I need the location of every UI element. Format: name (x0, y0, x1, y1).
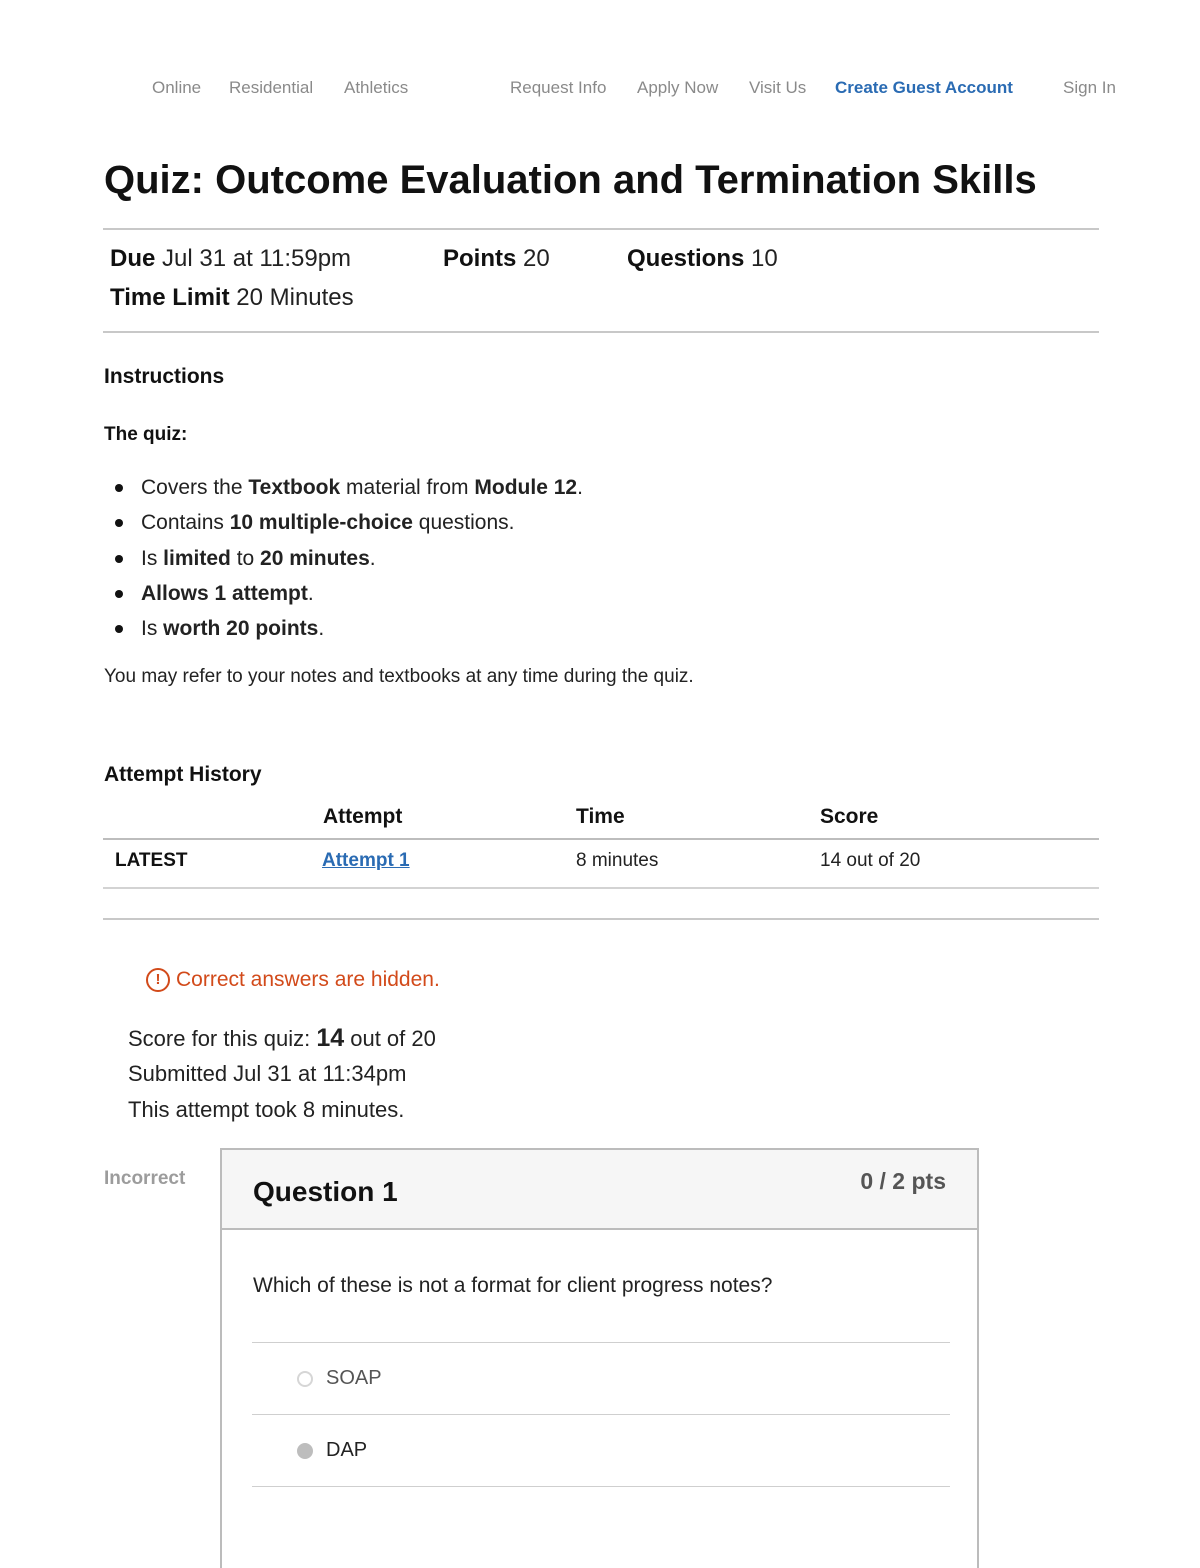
nav-online[interactable]: Online (152, 78, 202, 97)
nav-apply-now[interactable]: Apply Now (637, 78, 719, 97)
attempt-1-link[interactable]: Attempt 1 (322, 850, 410, 871)
due-value: Jul 31 at 11:59pm (162, 245, 352, 272)
answer-divider (252, 1342, 950, 1343)
answer-label: DAP (326, 1439, 368, 1461)
score-value: 14 (316, 1024, 345, 1052)
radio-button[interactable] (297, 1371, 313, 1387)
nav-visit-us[interactable]: Visit Us (749, 78, 807, 97)
time-limit (110, 284, 354, 312)
nav-residential[interactable]: Residential (229, 78, 314, 97)
instruction-item (104, 613, 583, 648)
attempt-score: 14 out of 20 (820, 850, 921, 871)
quiz-score (128, 1024, 436, 1053)
bold-text: worth 20 points (163, 617, 319, 641)
column-header-score: Score (820, 805, 879, 828)
instruction-item (104, 578, 583, 613)
table-row-divider (103, 887, 1099, 889)
answers-hidden-alert (146, 968, 440, 992)
bold-text: 20 minutes (260, 546, 370, 570)
bold-text: Textbook (248, 476, 341, 499)
text: questions. (412, 511, 515, 535)
bold-text: Module 12 (474, 476, 578, 499)
bold-text: limited (163, 546, 231, 570)
question-card (220, 1148, 979, 1568)
instructions-list (104, 472, 583, 648)
answer-divider (252, 1414, 950, 1415)
text: material from (340, 476, 475, 499)
question-header (222, 1150, 977, 1230)
text: to (230, 546, 261, 570)
points-label: Points (443, 245, 517, 272)
points (443, 245, 550, 273)
attempt-history-heading: Attempt History (104, 763, 262, 786)
nav-athletics[interactable]: Athletics (344, 78, 409, 97)
column-header-time: Time (576, 805, 625, 828)
answer-option-soap[interactable] (297, 1367, 382, 1390)
questions-value: 10 (751, 245, 778, 272)
nav-sign-in[interactable]: Sign In (1063, 78, 1116, 97)
attempt-duration: This attempt took 8 minutes. (128, 1097, 405, 1122)
bold-text: Allows 1 attempt (141, 581, 308, 605)
question-title: Question 1 (253, 1176, 398, 1207)
meta-divider (103, 331, 1099, 333)
table-header-divider (103, 838, 1099, 840)
text: . (369, 546, 376, 570)
answer-status-label: Incorrect (104, 1168, 186, 1189)
score-prefix: Score for this quiz: (128, 1026, 317, 1051)
instructions-subheading: The quiz: (104, 424, 188, 445)
bold-text: 10 multiple-choice (229, 511, 413, 535)
submitted-time: Submitted Jul 31 at 11:34pm (128, 1061, 407, 1086)
radio-button-selected[interactable] (297, 1443, 313, 1459)
time-limit-label: Time Limit (110, 284, 230, 311)
text: . (577, 476, 583, 499)
text: . (318, 617, 325, 641)
text: Covers the (141, 476, 249, 499)
nav-request-info[interactable]: Request Info (510, 78, 607, 97)
attempt-time: 8 minutes (576, 850, 659, 871)
text: Is (141, 617, 164, 641)
column-header-attempt: Attempt (323, 805, 403, 828)
section-divider (103, 918, 1099, 920)
question-text: Which of these is not a format for client progress notes? (253, 1274, 773, 1297)
top-nav (0, 78, 1200, 100)
answer-label: SOAP (326, 1367, 382, 1389)
row-tag-latest: LATEST (115, 850, 188, 871)
text: Contains (141, 511, 230, 535)
due-date (110, 245, 351, 273)
questions-label: Questions (627, 245, 745, 272)
text: Is (141, 546, 164, 570)
page-title: Quiz: Outcome Evaluation and Termination Skills (104, 158, 1037, 202)
instructions-heading: Instructions (104, 365, 225, 388)
due-label: Due (110, 245, 156, 272)
instructions-note: You may refer to your notes and textbooks at any time during the quiz. (104, 666, 694, 687)
nav-create-guest-account[interactable]: Create Guest Account (835, 78, 1013, 97)
answer-divider (252, 1486, 950, 1487)
score-suffix: out of 20 (344, 1026, 436, 1051)
question-points: 0 / 2 pts (860, 1168, 946, 1194)
title-divider (103, 228, 1099, 230)
text: . (307, 581, 314, 605)
points-value: 20 (523, 245, 550, 272)
instruction-item (104, 543, 583, 578)
instruction-item (104, 507, 583, 542)
time-limit-value: 20 Minutes (236, 284, 354, 311)
answer-option-dap[interactable] (297, 1439, 367, 1462)
alert-text: Correct answers are hidden. (176, 968, 440, 991)
questions-count (627, 245, 778, 273)
exclamation-icon: ! (146, 968, 170, 992)
instruction-item (104, 472, 583, 507)
